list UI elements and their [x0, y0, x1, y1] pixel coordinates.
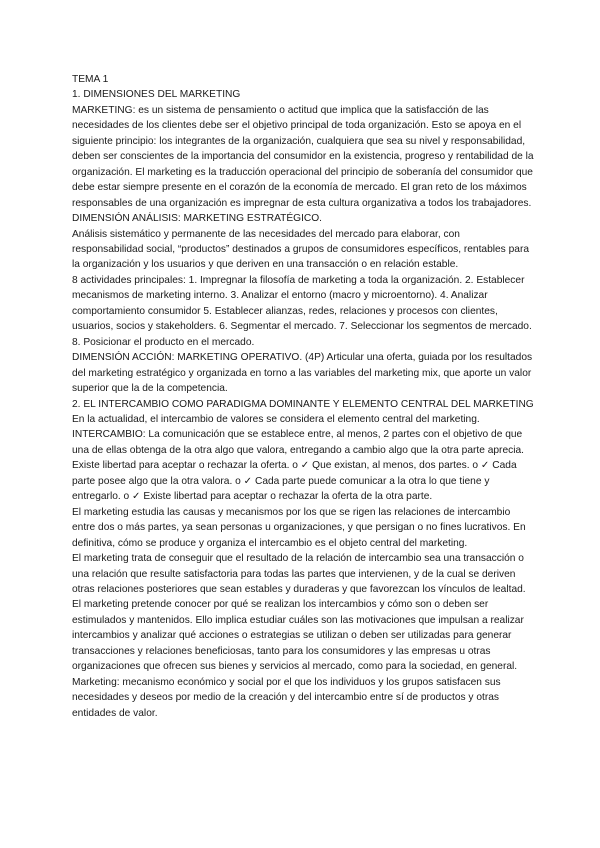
- paragraph-motivaciones: El marketing pretende conocer por qué se realizan los intercambios y cómo son o deben ser estimulados y mantenidos. Ello implica estudiar cuáles son las motivaciones que impulsan a realizar intercambios y analizar qué acciones o estrategias se utilizan o deben ser utilizadas para generar transacciones y relaciones beneficiosas, tanto para los consumidores y las empresas u otras organizaciones que ofrecen sus bienes y servicios al mercado, como para la sociedad, en general.: [72, 599, 524, 673]
- paragraph-accion: DIMENSIÓN ACCIÓN: MARKETING OPERATIVO. (4P) Articular una oferta, guiada por los resultados del marketing estratégico y organizada en torno a las variables del marketing mix, que aporte un valor superior que la de la competencia.: [72, 352, 533, 395]
- paragraph-causas: El marketing estudia las causas y mecanismos por los que se rigen las relaciones de intercambio entre dos o más partes, ya sean personas u organizaciones, y que persigan o no fines lucrativos. En definitiva, cómo se produce y organiza el intercambio es el objeto central del marketing.: [72, 506, 526, 549]
- document-page: [72, 72, 534, 721]
- section-heading-analisis: DIMENSIÓN ANÁLISIS: MARKETING ESTRATÉGICO.: [72, 213, 323, 225]
- paragraph-mecanismo: Marketing: mecanismo económico y social por el que los individuos y los grupos satisfacen sus necesidades y deseos por medio de la creación y del intercambio entre sí de productos y otras entidades de valor.: [72, 676, 501, 719]
- section-heading-dimensiones: 1. DIMENSIONES DEL MARKETING: [72, 89, 241, 101]
- paragraph-intercambio: 2. EL INTERCAMBIO COMO PARADIGMA DOMINANTE Y ELEMENTO CENTRAL DEL MARKETING En la actualidad, el intercambio de valores se considera el elemento central del marketing. INTERCAMBIO: La comunicación que se establece entre, al menos, 2 partes con el objetivo de que una de ellas obtenga de la otra algo que valora, entregando a cambio algo que la otra parte aprecia. Existe libertad para aceptar o rechazar la oferta. o ✓ Que existan, al menos, dos partes. o ✓ Cada parte posee algo que la otra valora. o ✓ Cada parte puede comunicar a la otra lo que tiene y entregarlo. o ✓ Existe libertad para aceptar o rechazar la oferta de la otra parte.: [72, 398, 534, 503]
- document-title: TEMA 1: [72, 74, 109, 85]
- paragraph-actividades: 8 actividades principales: 1. Impregnar la filosofía de marketing a toda la organización. 2. Establecer mecanismos de marketing interno. 3. Analizar el entorno (macro y microentorno). 4. Analizar comportamiento consumidor 5. Establecer alianzas, redes, relaciones y procesos con clientes, usuarios, socios y stakeholders. 6. Segmentar el mercado. 7. Seleccionar los segmentos de mercado. 8. Posicionar el producto en el mercado.: [72, 274, 532, 348]
- paragraph-resultado: El marketing trata de conseguir que el resultado de la relación de intercambio sea una transacción o una relación que resulte satisfactoria para todas las partes que intervienen, y de la cual se deriven otras relaciones posteriores que sean estables y duraderas y que favorezcan los vínculos de lealtad.: [72, 553, 526, 595]
- paragraph-marketing-definition: MARKETING: es un sistema de pensamiento o actitud que implica que la satisfacción de las necesidades de los clientes debe ser el objetivo principal de toda organización. Esto se apoya en el siguiente principio: los integrantes de la organización, cualquiera que sea su nivel y responsabilidad, deben ser conscientes de la importancia del consumidor en la existencia, progreso y rentabilidad de la organización. El marketing es la traducción operacional del principio de soberanía del consumidor que debe estar siempre presente en el corazón de la economía de mercado. El gran reto de los máximos responsables de una organización es impregnar de esta cultura organizativa a todos los trabajadores.: [72, 104, 534, 209]
- paragraph-analisis: Análisis sistemático y permanente de las necesidades del mercado para elaborar, con responsabilidad social, “productos” destinados a grupos de consumidores específicos, rentables para la organización y los usuarios y que deriven en una transacción o en relación estable.: [72, 228, 529, 271]
